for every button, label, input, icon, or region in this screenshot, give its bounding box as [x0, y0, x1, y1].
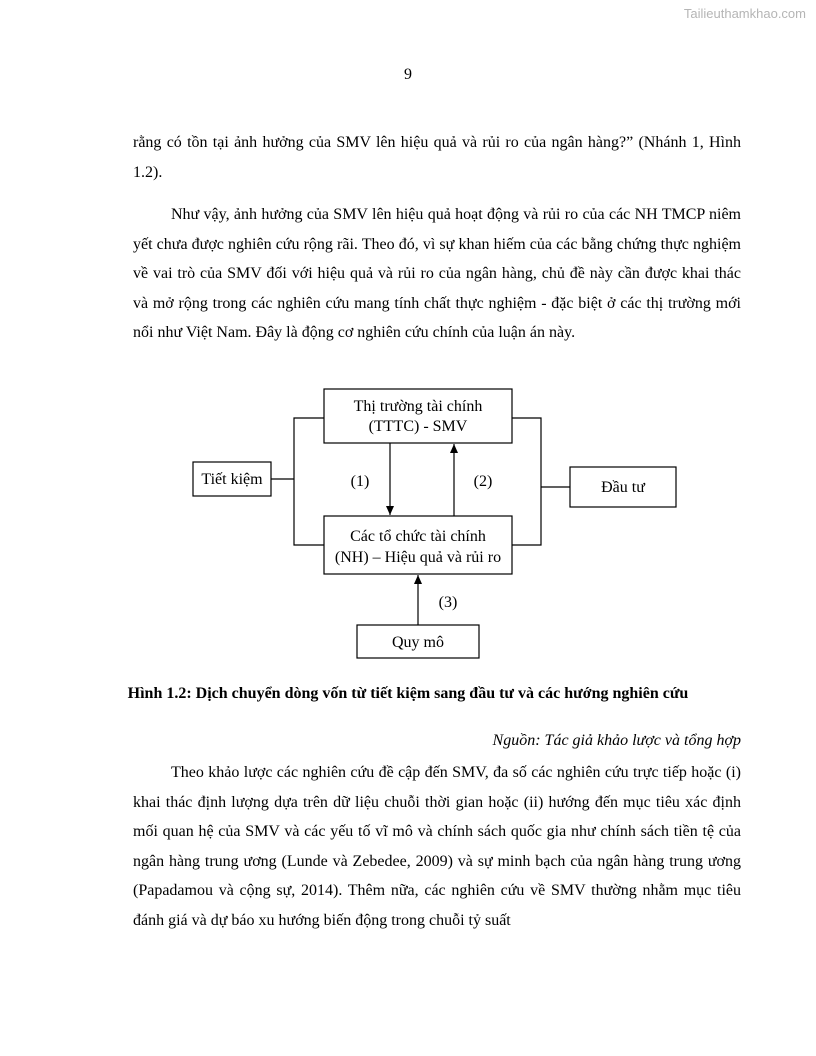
- right-bracket: [512, 418, 541, 545]
- paragraph-2: Như vậy, ảnh hưởng của SMV lên hiệu quả hoạt động và rủi ro của các NH TMCP niêm yết chưa được nghiên cứu rộng rãi. Theo đó, vì sự khan hiếm của các bằng chứng thực nghiệm về vai trò của SMV đối với hiệu quả và rủi ro của ngân hàng, chủ đề này cần được khai thác và mở rộng trong các nghiên cứu mang tính chất thực nghiệm - đặc biệt ở các thị trường mới nổi như Việt Nam. Đây là động cơ nghiên cứu chính của luận án này.: [133, 206, 741, 341]
- figure-source: Nguồn: Tác giả khảo lược và tổng hợp: [492, 732, 741, 749]
- box-financial-market: [324, 389, 512, 443]
- financial-institutions-label-1: Các tổ chức tài chính: [350, 528, 486, 545]
- flow-diagram: [0, 380, 816, 670]
- financial-institutions-label-2: (NH) – Hiệu quả và rủi ro: [334, 549, 502, 566]
- arrow-1-label: (1): [350, 473, 370, 490]
- arrow-3-label: (3): [438, 594, 458, 611]
- page-number: 9: [404, 66, 412, 83]
- financial-market-label-2: (TTTC) - SMV: [368, 418, 468, 435]
- size-label: Quy mô: [392, 634, 444, 651]
- figure-caption: Hình 1.2: Dịch chuyển dòng vốn từ tiết kiệm sang đầu tư và các hướng nghiên cứu: [127, 685, 689, 702]
- watermark: Tailieuthamkhao.com: [683, 6, 806, 21]
- box-size: [357, 625, 479, 658]
- paragraph-3: Theo khảo lược các nghiên cứu đề cập đến SMV, đa số các nghiên cứu trực tiếp hoặc (i) khai thác định lượng dựa trên dữ liệu chuỗi thời gian hoặc (ii) hướng đến mục tiêu xác định mối quan hệ của SMV và các yếu tố vĩ mô và chính sách quốc gia như chính sách tiền tệ của ngân hàng trung ương (Lunde và Zebedee, 2009) và sự minh bạch của ngân hàng trung ương (Papadamou và cộng sự, 2014). Thêm nữa, các nghiên cứu về SMV thường nhằm mục tiêu đánh giá và dự báo xu hướng biến động trong chuỗi tỷ suất: [133, 764, 741, 929]
- investment-label: Đầu tư: [601, 479, 645, 496]
- box-investment: [570, 467, 676, 507]
- savings-label: Tiết kiệm: [201, 471, 263, 488]
- box-financial-institutions: [324, 516, 512, 574]
- left-bracket: [294, 418, 324, 545]
- box-savings: [193, 462, 271, 496]
- financial-market-label-1: Thị trường tài chính: [353, 398, 483, 415]
- arrow-2-label: (2): [473, 473, 493, 490]
- paragraph-1: rằng có tồn tại ảnh hưởng của SMV lên hiệu quả và rủi ro của ngân hàng?” (Nhánh 1, Hình 1.2).: [133, 134, 741, 181]
